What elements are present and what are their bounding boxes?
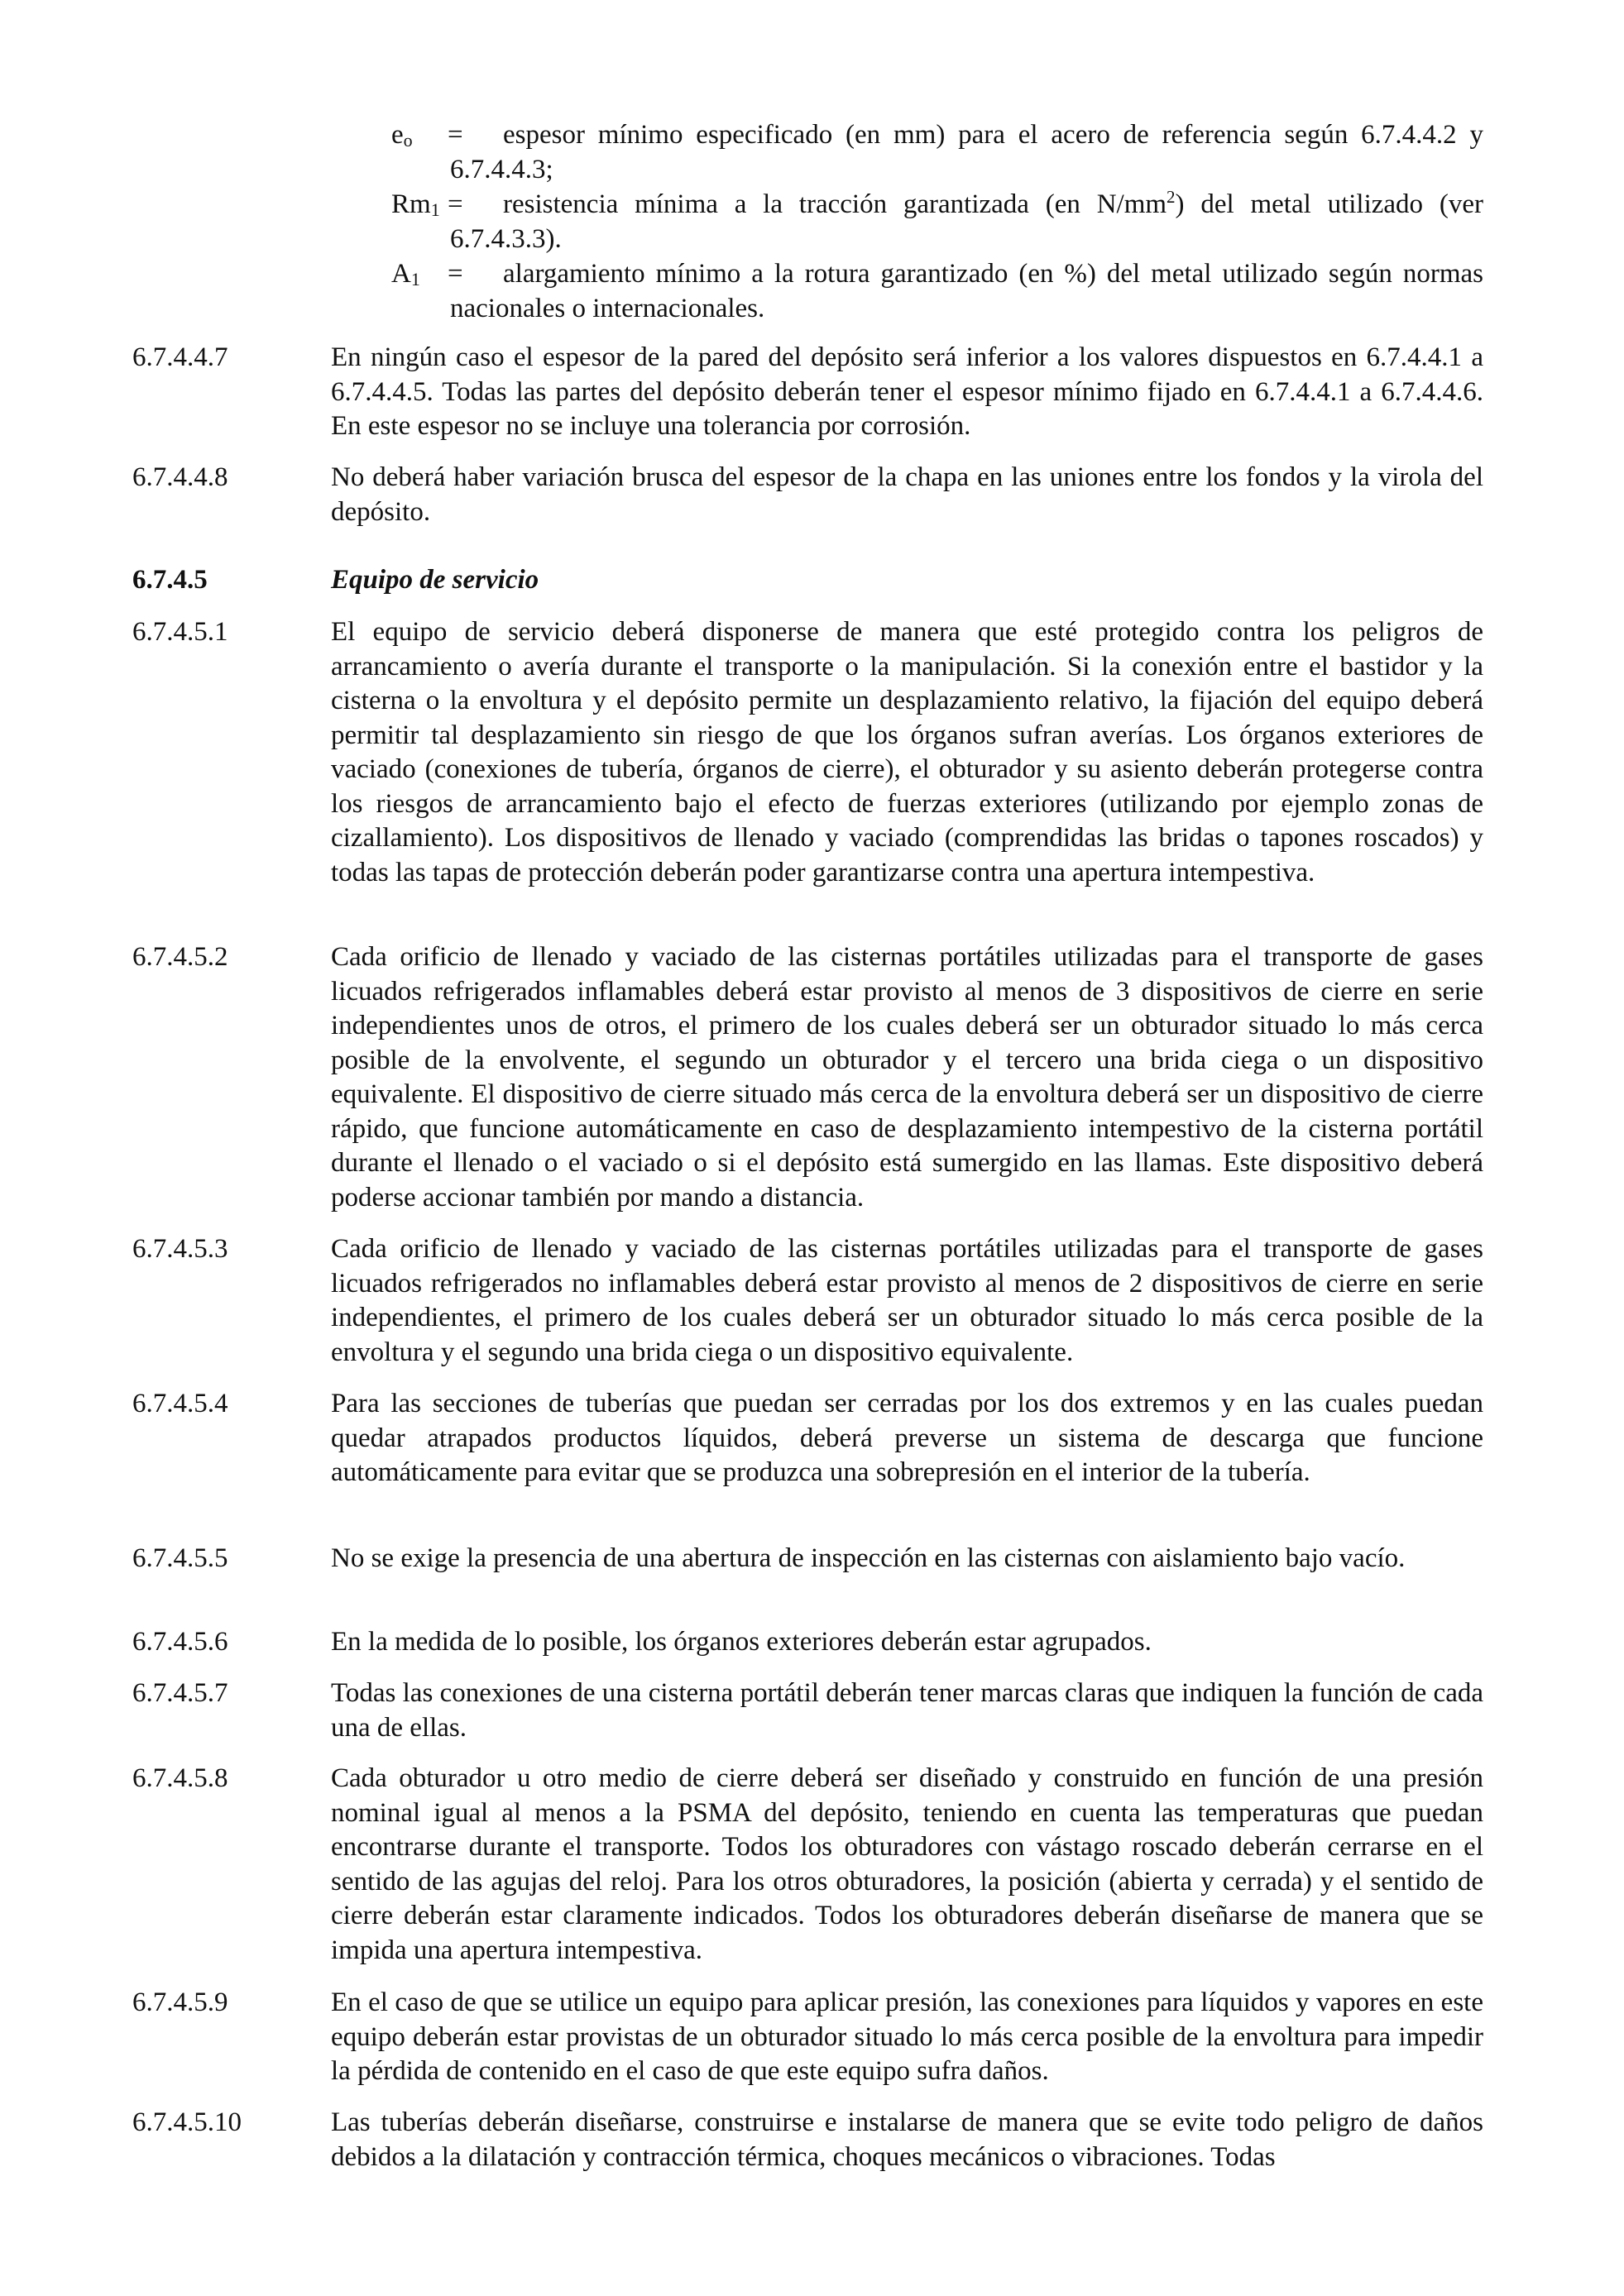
paragraph-text: Todas las conexiones de una cisterna portátil deberán tener marcas claras que indiquen la función de cada una de ellas. xyxy=(331,1678,1483,1743)
paragraph-number: 6.7.4.5.10 xyxy=(132,2107,242,2137)
paragraph-number: 6.7.4.4.8 xyxy=(132,462,228,492)
section-title: Equipo de servicio xyxy=(331,565,539,595)
paragraph-number: 6.7.4.5.4 xyxy=(132,1389,228,1418)
paragraph-number: 6.7.4.4.7 xyxy=(132,342,228,372)
equals-sign: = xyxy=(448,189,463,219)
variable-symbol: Rm1 xyxy=(391,189,440,220)
section-number: 6.7.4.5 xyxy=(132,565,208,595)
equals-sign: = xyxy=(448,120,463,150)
variable-definition xyxy=(391,187,1483,256)
variable-description: resistencia mínima a la tracción garantizada (en $N/mm^2$) del metal utilizado (ver 6.7.4.3.3). xyxy=(450,187,1483,254)
paragraph-text: No deberá haber variación brusca del espesor de la chapa en las uniones entre los fondos y la virola del depósito. xyxy=(331,462,1483,527)
paragraph-number: 6.7.4.5.2 xyxy=(132,942,228,972)
paragraph-6-7-4-5-5 xyxy=(132,1542,1483,1576)
paragraph-6-7-4-5-3 xyxy=(132,1232,1483,1370)
paragraph-number: 6.7.4.5.3 xyxy=(132,1234,228,1264)
variable-definition xyxy=(391,117,1483,187)
paragraph-text: El equipo de servicio deberá disponerse de manera que esté protegido contra los peligros de arrancamiento o avería durante el transporte o la manipulación. Si la conexión entre el bastidor y la cisterna o la envoltura y el depósito permite un desplazamiento relativo, la fijación del equipo deberá permitir tal desplazamiento sin riesgo de que los órganos sufran averías. Los órganos exteriores de vaciado (conexiones de tubería, órganos de cierre), el obturador y su asiento deberán protegerse contra los riesgos de arrancamiento bajo el efecto de fuerzas exteriores (utilizando por ejemplo zonas de cizallamiento). Los dispositivos de llenado y vaciado (comprendidas las bridas o tapones roscados) y todas las tapas de protección deberán poder garantizarse contra una apertura intempestiva. xyxy=(331,617,1483,887)
paragraph-text: Para las secciones de tuberías que puedan ser cerradas por los dos extremos y en las cuales puedan quedar atrapados productos líquidos, deberá preverse un sistema de descarga que funcione automáticamente para evitar que se produzca una sobrepresión en el interior de la tubería. xyxy=(331,1389,1483,1487)
paragraph-number: 6.7.4.5.1 xyxy=(132,617,228,647)
paragraph-6-7-4-5-7 xyxy=(132,1677,1483,1745)
variable-definition xyxy=(391,256,1483,326)
variable-description: espesor mínimo especificado (en mm) para el acero de referencia según 6.7.4.4.2 y 6.7.4.4.3; xyxy=(450,120,1483,184)
paragraph-6-7-4-5-8 xyxy=(132,1762,1483,1968)
variable-symbol: A1 xyxy=(391,259,420,289)
paragraph-number: 6.7.4.5.7 xyxy=(132,1678,228,1708)
paragraph-6-7-4-5-1 xyxy=(132,615,1483,890)
paragraph-6-7-4-4-7 xyxy=(132,341,1483,444)
paragraph-6-7-4-4-8 xyxy=(132,461,1483,529)
paragraph-6-7-4-5-6 xyxy=(132,1625,1483,1660)
paragraph-number: 6.7.4.5.9 xyxy=(132,1987,228,2017)
paragraph-6-7-4-5-10 xyxy=(132,2106,1483,2174)
paragraph-text: En la medida de lo posible, los órganos exteriores deberán estar agrupados. xyxy=(331,1627,1152,1657)
paragraph-text: En el caso de que se utilice un equipo para aplicar presión, las conexiones para líquidos y vapores en este equipo deberán estar provistas de un obturador situado lo más cerca posible de la envoltura para impedir la pérdida de contenido en el caso de que este equipo sufra daños. xyxy=(331,1987,1483,2086)
paragraph-text: No se exige la presencia de una abertura de inspección en las cisternas con aislamiento bajo vacío. xyxy=(331,1543,1406,1573)
variable-definitions xyxy=(391,117,1483,326)
paragraph-number: 6.7.4.5.8 xyxy=(132,1763,228,1793)
paragraph-6-7-4-5-2 xyxy=(132,940,1483,1215)
paragraph-number: 6.7.4.5.5 xyxy=(132,1543,228,1573)
paragraph-text: Las tuberías deberán diseñarse, construirse e instalarse de manera que se evite todo peligro de daños debidos a la dilatación y contracción térmica, choques mecánicos o vibraciones. Todas xyxy=(331,2107,1483,2172)
paragraph-6-7-4-5-4 xyxy=(132,1387,1483,1490)
variable-symbol: eo xyxy=(391,120,413,151)
paragraph-text: En ningún caso el espesor de la pared del depósito será inferior a los valores dispuestos en 6.7.4.4.1 a 6.7.4.4.5. Todas las partes del depósito deberán tener el espesor mínimo fijado en 6.7.4.4.1 a 6.7.4.4.6. En este espesor no se incluye una tolerancia por corrosión. xyxy=(331,342,1483,441)
variable-description: alargamiento mínimo a la rotura garantizado (en %) del metal utilizado según normas nacionales o internacionales. xyxy=(450,259,1483,323)
equals-sign: = xyxy=(448,259,463,289)
paragraph-number: 6.7.4.5.6 xyxy=(132,1627,228,1657)
paragraph-text: Cada obturador u otro medio de cierre deberá ser diseñado y construido en función de una presión nominal igual al menos a la PSMA del depósito, teniendo en cuenta las temperaturas que puedan encontrarse durante el transporte. Todos los obturadores con vástago roscado deberán cerrarse en el sentido de las agujas del reloj. Para los otros obturadores, la posición (abierta y cerrada) y el sentido de cierre deberán estar claramente indicados. Todos los obturadores deberán diseñarse de manera que se impida una apertura intempestiva. xyxy=(331,1763,1483,1965)
paragraph-text: Cada orificio de llenado y vaciado de las cisternas portátiles utilizadas para el transporte de gases licuados refrigerados no inflamables deberá estar provisto al menos de 2 dispositivos de cierre en serie independientes, el primero de los cuales deberá ser un obturador situado lo más cerca posible de la envoltura y el segundo una brida ciega o un dispositivo equivalente. xyxy=(331,1234,1483,1367)
paragraph-text: Cada orificio de llenado y vaciado de las cisternas portátiles utilizadas para el transporte de gases licuados refrigerados inflamables deberá estar provisto al menos de 3 dispositivos de cierre en serie independientes unos de otros, el primero de los cuales deberá ser un obturador situado lo más cerca posible de la envolvente, el segundo un obturador y el tercero una brida ciega o un dispositivo equivalente. El dispositivo de cierre situado más cerca de la envoltura deberá ser un dispositivo de cierre rápido, que funcione automáticamente en caso de desplazamiento intempestivo de la cisterna portátil durante el llenado o el vaciado o si el depósito está sumergido en las llamas. Este dispositivo deberá poderse accionar también por mando a distancia. xyxy=(331,942,1483,1213)
paragraph-6-7-4-5-9 xyxy=(132,1986,1483,2089)
